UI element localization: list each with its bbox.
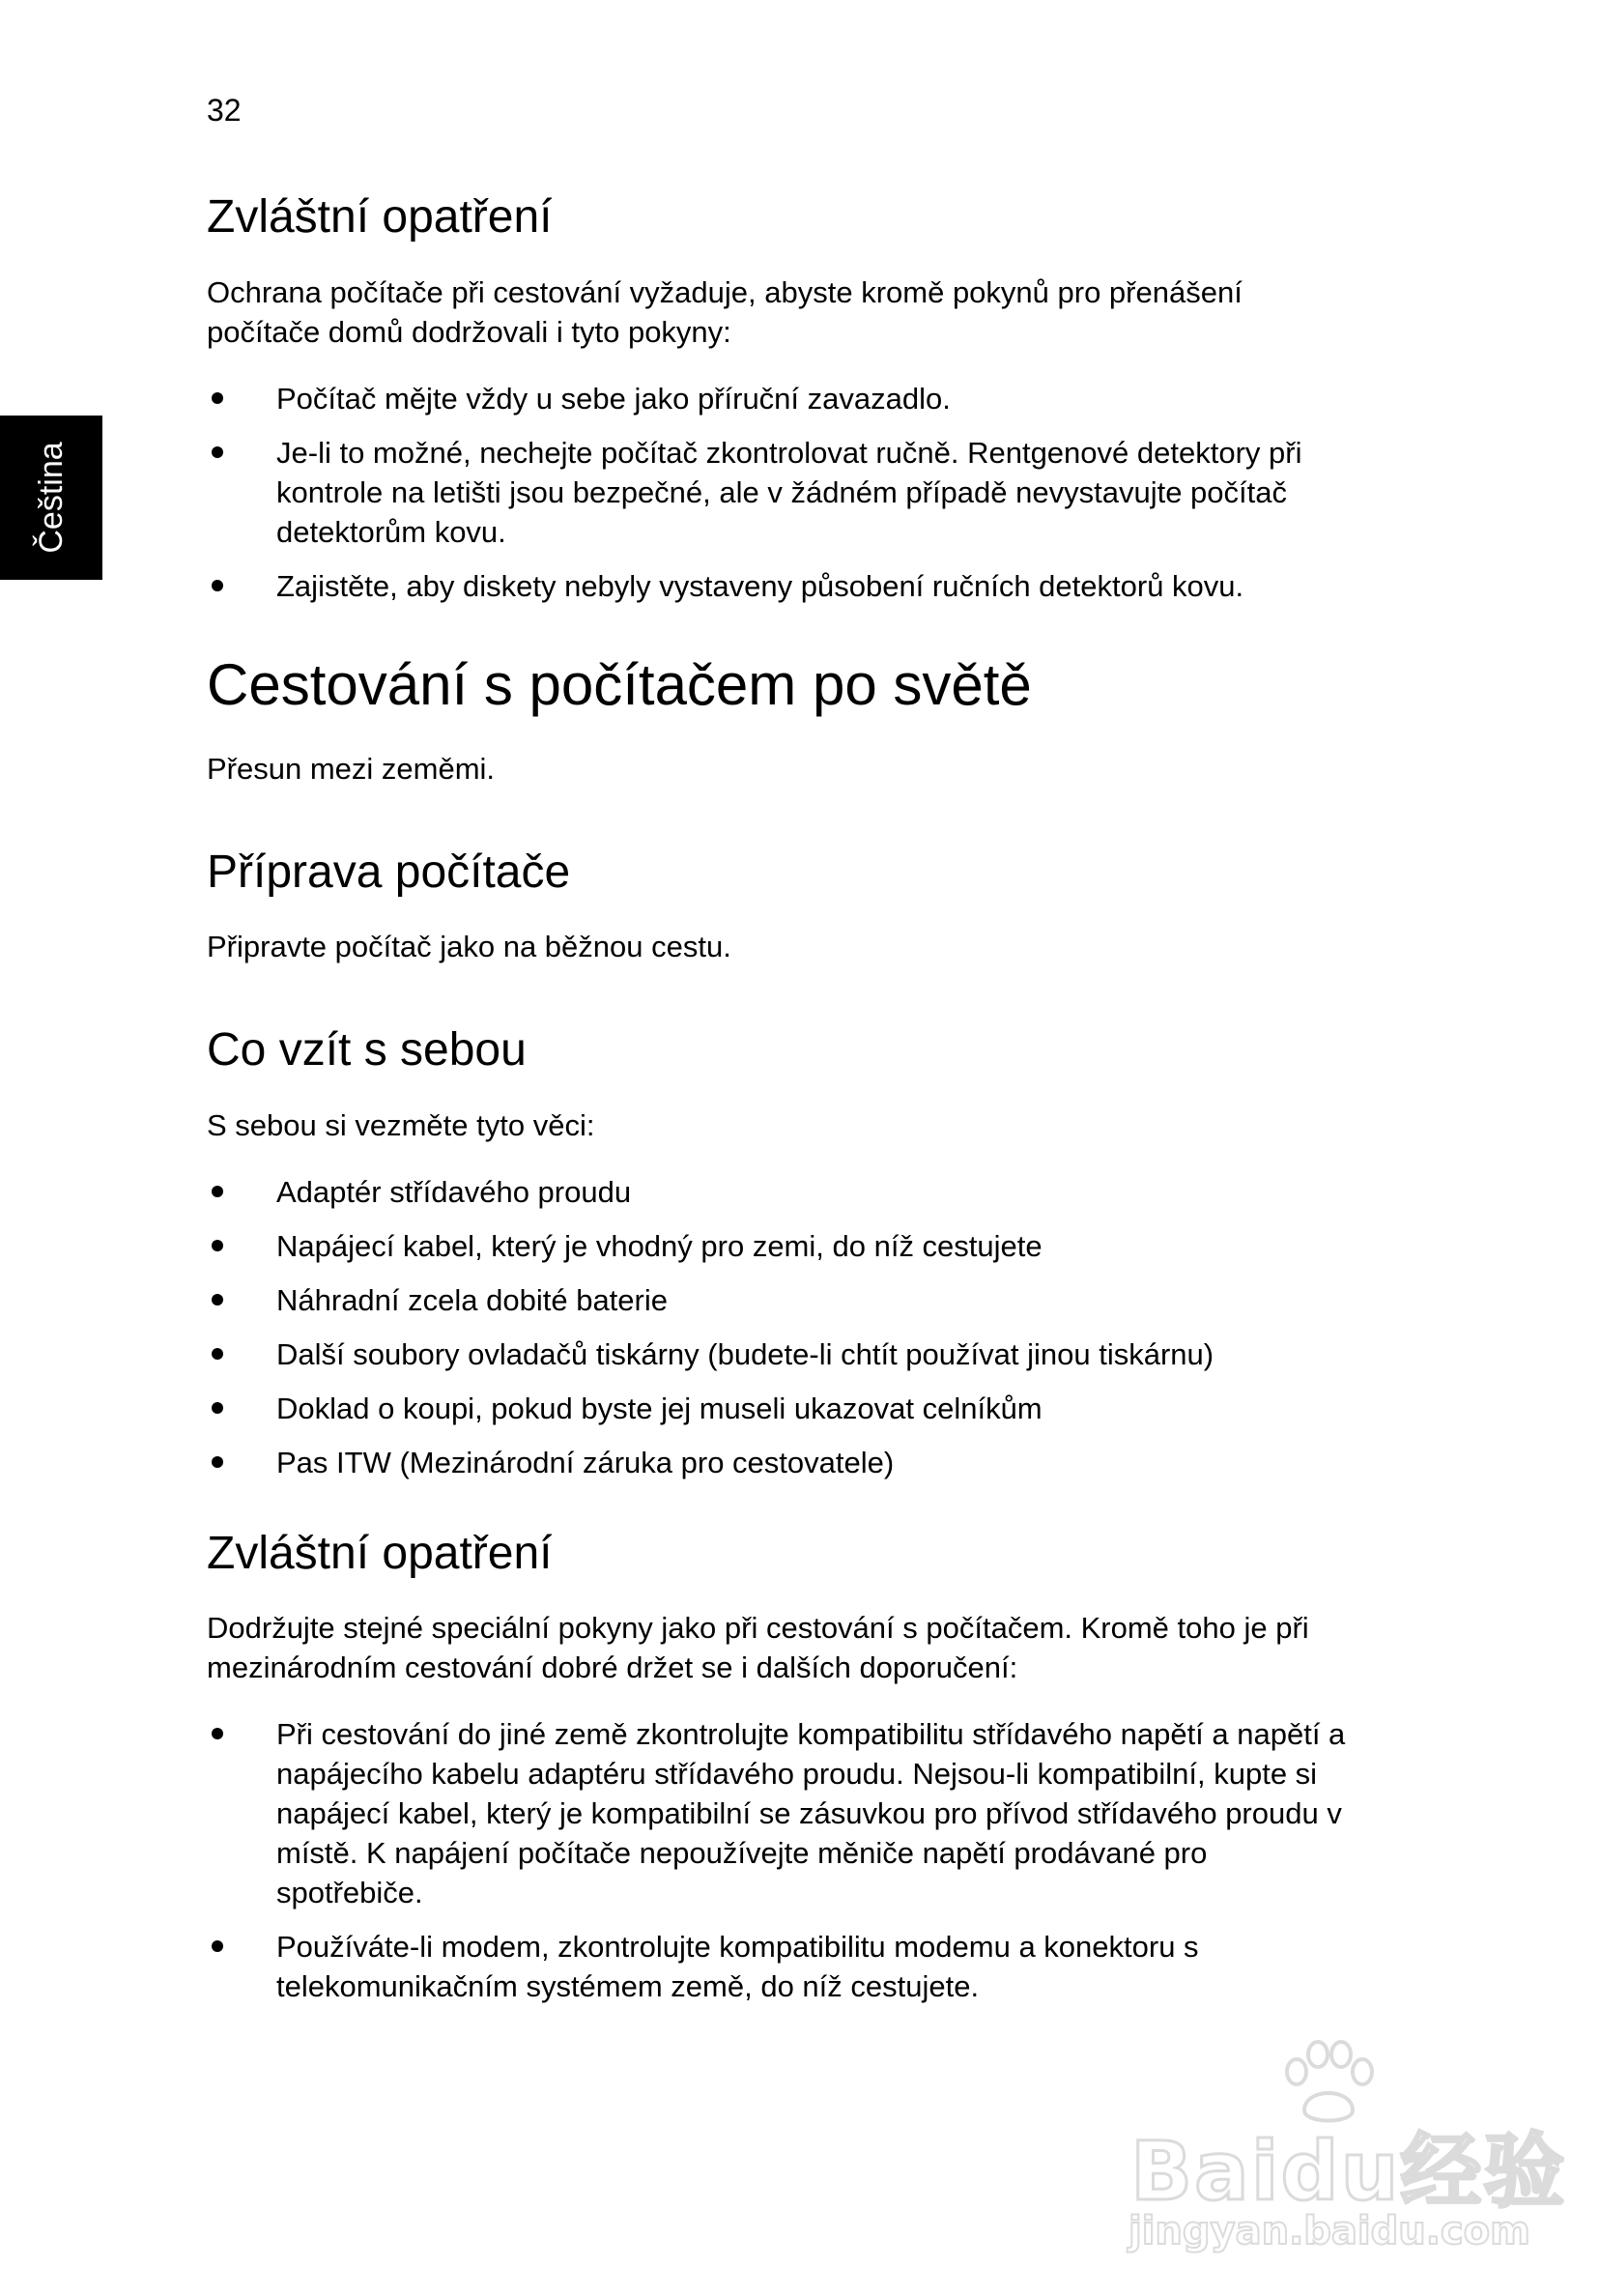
page-content [207,189,1347,2021]
chapter-intro: Přesun mezi zeměmi. [207,751,496,786]
section-heading-what-to-bring: Co vzít s sebou [207,1024,527,1076]
list-item [207,1389,1347,1428]
list-item-text: Používáte-li modem, zkontrolujte kompatibilitu modemu a konektoru s telekomunikačním systémem země, do níž cestujete. [276,1930,1199,2004]
section-heading-special-precautions: Zvláštní opatření [207,191,553,243]
section-heading-special-precautions-international: Zvláštní opatření [207,1527,553,1579]
baidu-watermark [1111,2039,1567,2253]
bullet-icon [212,1186,223,1197]
bullet-icon [212,392,223,404]
bullet-icon [212,1348,223,1360]
list-item-text: Pas ITW (Mezinárodní záruka pro cestovatele) [276,1445,895,1479]
section-intro: Ochrana počítače při cestování vyžaduje, abyste kromě pokynů pro přenášení počítače domů dodržovali i tyto pokyny: [207,274,1243,349]
bullet-icon [212,1456,223,1468]
list-item [207,1335,1347,1374]
list-item [207,433,1347,552]
list-item [207,379,1347,418]
list-item [207,1280,1347,1320]
list-item-text: Je-li to možné, nechejte počítač zkontrolovat ručně. Rentgenové detektory při kontrole na letišti jsou bezpečné, ale v žádném případě nevystavujte počítač detektorům kovu. [276,435,1302,549]
list-item-text: Další soubory ovladačů tiskárny (budete-li chtít používat jinou tiskárnu) [276,1336,1214,1371]
list-item [207,566,1347,606]
list-item-text: Doklad o koupi, pokud byste jej museli ukazovat celníkům [276,1391,1043,1425]
bullet-icon [212,446,223,458]
list-item [207,1172,1347,1212]
section-intro: Připravte počítač jako na běžnou cestu. [207,930,731,964]
bullet-icon [212,1294,223,1306]
list-item-text: Napájecí kabel, který je vhodný pro zemi, do níž cestujete [276,1228,1043,1263]
bullet-list [207,379,1347,606]
section-heading-prepare-computer: Příprava počítače [207,846,571,898]
section-intro: Dodržujte stejné speciální pokyny jako při cestování s počítačem. Kromě toho je při mezinárodním cestování dobré držet se i dalších doporučení: [207,1611,1309,1685]
bullet-icon [212,1240,223,1251]
list-item [207,1443,1347,1482]
list-item [207,1927,1347,2006]
section-intro: S sebou si vezměte tyto věci: [207,1107,595,1142]
bullet-icon [212,1728,223,1739]
list-item-text: Adaptér střídavého proudu [276,1174,632,1209]
chapter-heading: Cestování s počítačem po světě [207,651,1032,717]
list-item [207,1226,1347,1266]
list-item [207,1714,1347,1912]
list-item-text: Náhradní zcela dobité baterie [276,1282,668,1317]
list-item-text: Při cestování do jiné země zkontrolujte kompatibilitu střídavého napětí a napětí a napájecího kabelu adaptéru střídavého proudu. Nejsou-li kompatibilní, kupte si napájecí kabel, který je kompatibilní se zásuvkou pro přívod střídavého proudu v místě. K napájení počítače nepoužívejte měniče napětí prodávané pro spotřebiče. [276,1717,1346,1910]
watermark-logo-text: Baidu经验 [1130,2124,1567,2219]
language-tab [0,416,102,580]
bullet-list [207,1172,1347,1482]
bullet-icon [212,1940,223,1952]
bullet-list [207,1714,1347,2006]
watermark-url: jingyan.baidu.com [1129,2209,1530,2253]
bullet-icon [212,1402,223,1414]
list-item-text: Počítač mějte vždy u sebe jako příruční zavazadlo. [276,381,951,416]
language-tab-label: Čeština [33,442,70,554]
page-number: 32 [207,93,242,128]
list-item-text: Zajistěte, aby diskety nebyly vystaveny působení ručních detektorů kovu. [276,568,1244,603]
bullet-icon [212,580,223,591]
